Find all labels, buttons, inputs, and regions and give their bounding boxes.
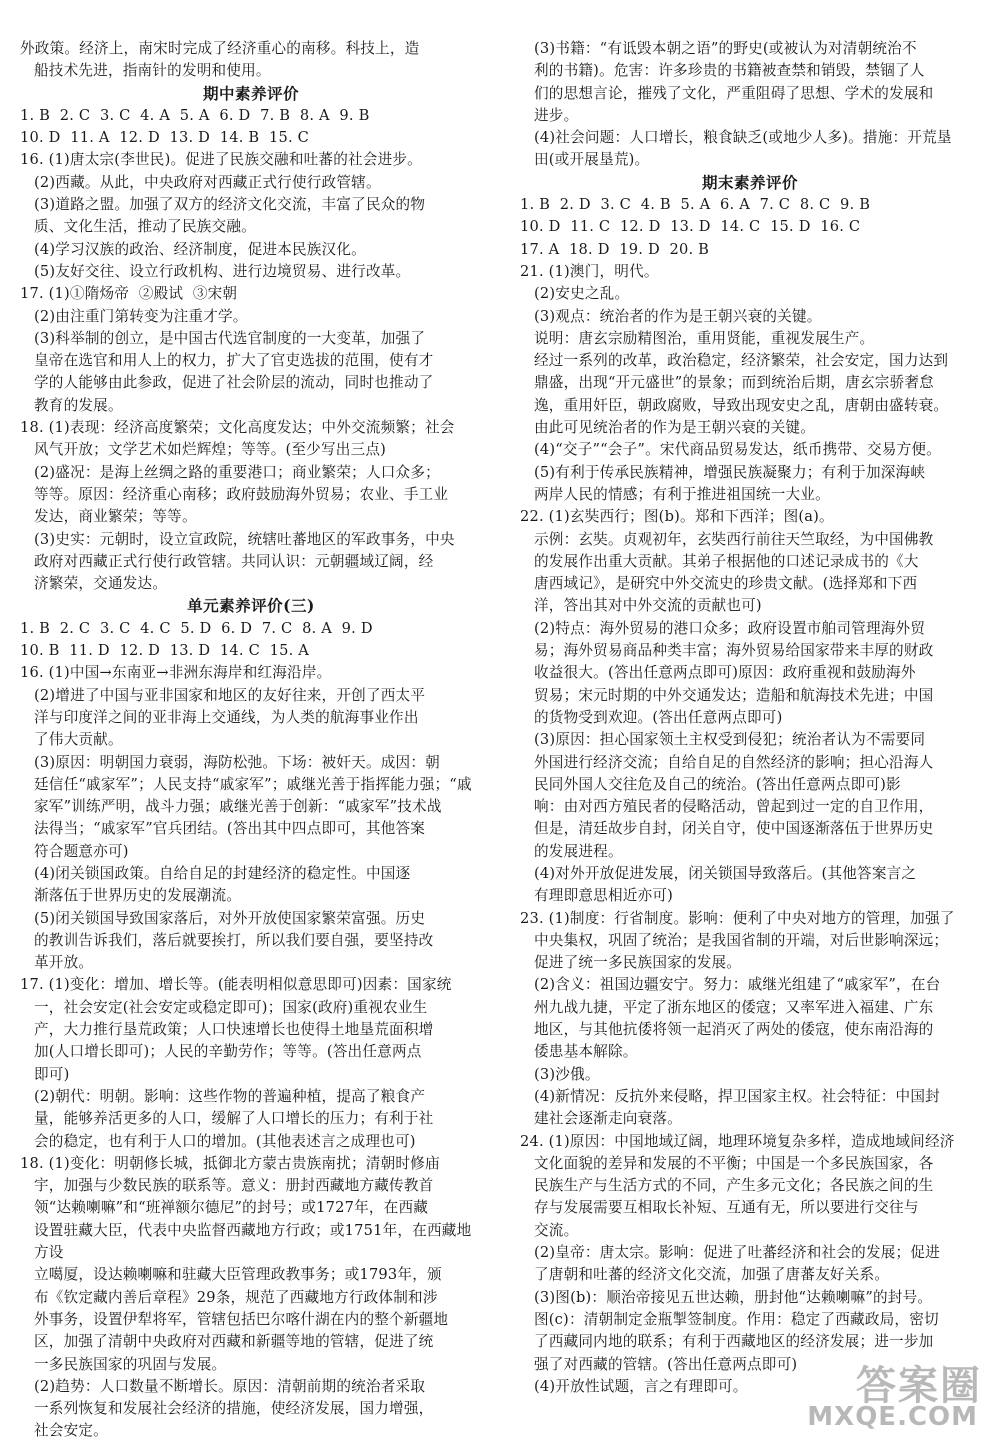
answer-line: (2)盛况：是海上丝绸之路的重要港口；商业繁荣；人口众多； bbox=[34, 463, 440, 481]
answer-line: 风气开放；文学艺术如烂辉煌；等等。(至少写出三点) bbox=[34, 441, 387, 459]
answer-line: (5)有利于传承民族精神，增强民族凝聚力；有利于加深海峡 bbox=[534, 463, 926, 481]
answer-line: (2)朝代：明朝。影响：这些作物的普遍种植，提高了粮食产 bbox=[34, 1087, 426, 1105]
answer-line: 了西藏同内地的联系；有利于西藏地区的经济发展；进一步加 bbox=[534, 1333, 934, 1351]
answer-line: 17. (1)①隋炀帝 ②殿试 ③宋朝 bbox=[20, 285, 238, 303]
answer-line: 廷信任“戚家军”；人民支持“戚家军”；戚继光善于指挥能力强；“戚 bbox=[34, 775, 472, 793]
answer-line: 中央集权，巩固了统治；是我国省制的开端，对后世影响深远； bbox=[534, 931, 949, 949]
answer-line: 宇，加强与少数民族的联系等。意义：册封西藏地方藏传教首 bbox=[34, 1177, 434, 1195]
answer-line: 教育的发展。 bbox=[34, 396, 123, 414]
answer-line: 外事务，设置伊犁将军，管辖包括巴尔喀什湖在内的整个新疆地 bbox=[34, 1310, 449, 1328]
answer-line: 1. B 2. C 3. C 4. A 5. A 6. D 7. B 8. A 9. B bbox=[20, 106, 370, 124]
answer-line: 21. (1)澳门，明代。 bbox=[520, 262, 659, 280]
answer-line: 存与发展需要互相取长补短、互通有无，所以要进行交往与 bbox=[534, 1199, 919, 1217]
answer-line: 质、文化生活，推动了民族交融。 bbox=[34, 218, 256, 236]
answer-line: 1. B 2. D 3. C 4. B 5. A 6. A 7. C 8. C 9. B bbox=[520, 196, 871, 214]
answer-line: 民族生产与生活方式的不同，产生多元文化；各民族之间的生 bbox=[534, 1177, 934, 1195]
answer-line: 利的书籍)。危害：许多珍贵的书籍被查禁和销毁，禁锢了人 bbox=[534, 62, 925, 80]
answer-line: 10. B 11. D 12. D 13. D 14. C 15. A bbox=[20, 642, 310, 660]
answer-line: (3)图(b)：顺治帝接见五世达赖，册封他“达赖喇嘛”的封号。 bbox=[534, 1288, 933, 1306]
answer-line: 10. D 11. A 12. D 13. D 14. B 15. C bbox=[20, 129, 310, 147]
answer-line: 济繁荣，交通发达。 bbox=[34, 575, 168, 593]
answer-line: 外国进行经济交流；自给自足的自然经济的影响；担心沿海人 bbox=[534, 753, 934, 771]
answer-line: 的发展进程。 bbox=[534, 842, 623, 860]
answer-line: 皇帝在选官和用人上的权力，扩大了官吏选拔的范围，使有才 bbox=[34, 352, 434, 370]
answer-line: 会的稳定，也有利于人口的增加。(其他表述言之成理也可) bbox=[34, 1132, 416, 1150]
answer-line: 强了对西藏的管辖。(答出任意两点即可) bbox=[534, 1355, 798, 1373]
answer-line: 图(c)：清朝制定金瓶掣签制度。作用：稳定了西藏政局，密切 bbox=[534, 1310, 939, 1328]
answer-line: (3)观点：统治者的作为是王朝兴衰的关键。 bbox=[534, 307, 822, 325]
answer-line: (3)沙俄。 bbox=[534, 1065, 600, 1083]
answer-line: 的发展作出重大贡献。其弟子根据他的口述记录成书的《大 bbox=[534, 552, 919, 570]
section-heading: 期末素养评价 bbox=[701, 172, 798, 192]
answer-line: (4)学习汉族的政治、经济制度，促进本民族汉化。 bbox=[34, 240, 366, 258]
answer-line: (3)书籍：“有诋毁本朝之语”的野史(或被认为对清朝统治不 bbox=[534, 40, 917, 57]
answer-line: 们的思想言论，摧残了文化，严重阻碍了思想、学术的发展和 bbox=[534, 84, 934, 102]
section-heading: 期中素养评价 bbox=[202, 83, 299, 103]
answer-line: 即可) bbox=[34, 1065, 70, 1083]
answer-line: (3)原因：明朝国力衰弱，海防松弛。下场：被奸天。成因：朝 bbox=[34, 753, 440, 771]
answer-line: 产，大力推行垦荒政策；人口快速增长也使得土地垦荒面积增 bbox=[34, 1021, 434, 1039]
answer-line: 23. (1)制度：行省制度。影响：便利了中央对地方的管理，加强了 bbox=[520, 909, 955, 927]
answer-line: 设置驻藏大臣，代表中央监督西藏地方行政；或1751年，在西藏地方设 bbox=[34, 1221, 472, 1262]
answer-line: 两岸人民的情感；有利于推进祖国统一大业。 bbox=[534, 485, 830, 503]
answer-line: 革开放。 bbox=[34, 954, 94, 972]
answer-line: 鼎盛，出现“开元盛世”的景象；而到统治后期，唐玄宗骄奢怠 bbox=[534, 374, 934, 392]
answer-line: 布《钦定藏内善后章程》29条，规范了西藏地方行政体制和涉 bbox=[34, 1288, 438, 1306]
answer-line: 地区，与其他抗倭将领一起消灭了两处的倭寇，使东南沿海的 bbox=[534, 1021, 934, 1039]
answer-line: 响：由对西方殖民者的侵略活动，曾起到过一定的自卫作用， bbox=[534, 798, 934, 816]
answer-line: 22. (1)玄奘西行；图(b)。郑和下西洋；图(a)。 bbox=[520, 508, 834, 526]
right-column bbox=[520, 38, 980, 1398]
watermark-logo: 答案圈 bbox=[856, 1363, 982, 1409]
answer-line: 有理即意思相近亦可) bbox=[534, 887, 674, 905]
answer-line: 洋与印度洋之间的亚非海上交通线，为人类的航海事业作出 bbox=[34, 708, 419, 726]
answer-line: 18. (1)表现：经济高度繁荣；文化高度发达；中外交流频繁；社会 bbox=[20, 419, 455, 437]
answer-line: 了伟大贡献。 bbox=[34, 731, 123, 749]
answer-line: 立噶厦，设达赖喇嘛和驻藏大臣管理政教事务；或1793年，颁 bbox=[34, 1266, 442, 1284]
answer-line: 洋，答出其对中外交流的贡献也可) bbox=[534, 597, 762, 615]
answer-line: (2)特点：海外贸易的港口众多；政府设置市舶司管理海外贸 bbox=[534, 619, 926, 637]
answer-line: 家军”训练严明，战斗力强；戚继光善于创新：“戚家军”技术战 bbox=[34, 798, 442, 816]
answer-line: (4)闭关锁国政策。自给自足的封建经济的稳定性。中国逐 bbox=[34, 864, 411, 882]
answer-line: 说明：唐玄宗励精图治，重用贤能，重视发展生产。 bbox=[534, 329, 875, 347]
answer-line: 的教训告诉我们，落后就要挨打，所以我们要自强，要坚持改 bbox=[34, 931, 434, 949]
answer-line: 1. B 2. C 3. C 4. C 5. D 6. D 7. C 8. A 9. D bbox=[20, 619, 373, 637]
answer-line: 一系列恢复和发展社会经济的措施，使经济发展，国力增强， bbox=[34, 1400, 434, 1418]
answer-line: 一多民族国家的巩固与发展。 bbox=[34, 1355, 227, 1373]
answer-line: 一，社会安定(社会安定或稳定即可)；国家(政府)重视农业生 bbox=[34, 998, 428, 1016]
answer-line: 收益很大。(答出任意两点即可)原因：政府重视和鼓励海外 bbox=[534, 664, 916, 682]
answer-line: (2)趋势：人口数量不断增长。原因：清朝前期的统治者采取 bbox=[34, 1377, 426, 1395]
answer-line: 区，加强了清朝中央政府对西藏和新疆等地的管辖，促进了统 bbox=[34, 1333, 434, 1351]
answer-line: 促进了统一多民族国家的发展。 bbox=[534, 954, 742, 972]
answer-line: 进步。 bbox=[534, 106, 579, 124]
answer-line: (3)科举制的创立，是中国古代选官制度的一大变革，加强了 bbox=[34, 329, 426, 347]
answer-line: 交流。 bbox=[534, 1221, 579, 1239]
answer-line: 法得当；“戚家军”官兵团结。(答出其中四点即可，其他答案 bbox=[34, 820, 426, 838]
answer-line: (2)西藏。从此，中央政府对西藏正式行使行政管辖。 bbox=[34, 173, 381, 191]
answer-line: 等等。原因：经济重心南移；政府鼓励海外贸易；农业、手工业 bbox=[34, 485, 449, 503]
answer-line: 唐西域记》，是研究中外交流史的珍贵文献。(选择郑和下西 bbox=[534, 575, 918, 593]
watermark-url: MXQE.COM bbox=[807, 1402, 978, 1432]
answer-line: 领“达赖喇嘛”和“班禅额尔德尼”的封号；或1727年，在西藏 bbox=[34, 1199, 429, 1217]
watermark bbox=[802, 1354, 992, 1434]
answer-line: 易；海外贸易商品种类丰富；海外贸易给国家带来丰厚的财政 bbox=[534, 642, 934, 660]
answer-line: (5)友好交往、设立行政机构、进行边境贸易、进行改革。 bbox=[34, 262, 411, 280]
answer-line: 文化面貌的差异和发展的不平衡；中国是一个多民族国家，各 bbox=[534, 1154, 934, 1172]
answer-line: 贸易；宋元时期的中外交通发达；造船和航海技术先进；中国 bbox=[534, 686, 934, 704]
answer-line: (4)“交子”“会子”。宋代商品贸易发达，纸币携带、交易方便。 bbox=[534, 441, 941, 459]
answer-line: 示例：玄奘。贞观初年，玄奘西行前往天竺取经，为中国佛教 bbox=[534, 530, 934, 548]
answer-line: 但是，清廷故步自封，闭关自守，使中国逐渐落伍于世界历史 bbox=[534, 820, 934, 838]
answer-line: 建社会逐渐走向衰落。 bbox=[534, 1110, 682, 1128]
answer-line: 由此可见统治者的作为是王朝兴衰的关键。 bbox=[534, 419, 816, 437]
answer-line: 政府对西藏正式行使行政管辖。共同认识：元朝疆域辽阔，经 bbox=[34, 552, 434, 570]
answer-line: 发达，商业繁荣；等等。 bbox=[34, 508, 197, 526]
answer-line: 民同外国人交往危及自己的统治。(答出任意两点即可)影 bbox=[534, 775, 901, 793]
answer-line: (3)道路之盟。加强了双方的经济文化交流，丰富了民众的物 bbox=[34, 196, 426, 214]
answer-line: 倭患基本解除。 bbox=[534, 1043, 638, 1061]
answer-line: 了唐朝和吐蕃的经济文化交流，加强了唐蕃友好关系。 bbox=[534, 1266, 890, 1284]
answer-line: (4)社会问题：人口增长，粮食缺乏(或地少人多)。措施：开荒垦 bbox=[534, 129, 952, 147]
answer-line: 17. A 18. D 19. D 20. B bbox=[520, 240, 710, 258]
left-column bbox=[20, 38, 482, 1443]
answer-line: 10. D 11. C 12. D 13. D 14. C 15. D 16. C bbox=[520, 218, 861, 236]
answer-line: 学的人能够由此参政，促进了社会阶层的流动，同时也推动了 bbox=[34, 374, 434, 392]
answer-line: 24. (1)原因：中国地域辽阔，地理环境复杂多样，造成地域间经济 bbox=[520, 1132, 955, 1150]
answer-line: (3)史实：元朝时，设立宣政院，统辖吐蕃地区的军政事务，中央 bbox=[34, 530, 455, 548]
answer-line: 量，能够养活更多的人口，缓解了人口增长的压力；有利于社 bbox=[34, 1110, 434, 1128]
answer-line: (4)对外开放促进发展，闭关锁国导致落后。(其他答案言之 bbox=[534, 864, 917, 882]
answer-line: 加(人口增长即可)；人民的辛勤劳作；等等。(答出任意两点 bbox=[34, 1043, 422, 1061]
answer-line: (2)增进了中国与亚非国家和地区的友好往来，开创了西太平 bbox=[34, 686, 426, 704]
section-heading: 单元素养评价(三) bbox=[187, 596, 315, 616]
answer-line: 田(或开展垦荒)。 bbox=[534, 151, 650, 169]
answer-line: 的货物受到欢迎。(答出任意两点即可) bbox=[534, 708, 783, 726]
answer-line: 逸，重用奸臣，朝政腐败，导致出现安史之乱，唐朝由盛转衰。 bbox=[534, 396, 949, 414]
answer-line: (2)由注重门第转变为注重才学。 bbox=[34, 307, 248, 325]
answer-line: (2)安史之乱。 bbox=[534, 285, 630, 303]
answer-line: 16. (1)中国→东南亚→非洲东海岸和红海沿岸。 bbox=[20, 664, 332, 682]
answer-line: 渐落伍于世界历史的发展潮流。 bbox=[34, 887, 242, 905]
answer-line: 外政策。经济上，南宋时完成了经济重心的南移。科技上，造 bbox=[20, 40, 420, 57]
answer-line: 州九战九捷，平定了浙东地区的倭寇；又率军进入福建、广东 bbox=[534, 998, 934, 1016]
answer-line: 17. (1)变化：增加、增长等。(能表明相似意思即可)因素：国家统 bbox=[20, 976, 452, 994]
answer-line: (4)新情况：反抗外来侵略，捍卫国家主权。社会特征：中国封 bbox=[534, 1087, 940, 1105]
answer-line: (5)闭关锁国导致国家落后，对外开放使国家繁荣富强。历史 bbox=[34, 909, 426, 927]
answer-line: (2)皇帝：唐太宗。影响：促进了吐蕃经济和社会的发展；促进 bbox=[534, 1244, 940, 1262]
answer-line: 社会安定。 bbox=[34, 1422, 108, 1440]
answer-line: 18. (1)变化：明朝修长城，抵御北方蒙古贵族南扰；清朝时修庙 bbox=[20, 1154, 440, 1172]
answer-line: 船技术先进，指南针的发明和使用。 bbox=[34, 62, 271, 80]
answer-line: 符合题意亦可) bbox=[34, 842, 129, 860]
answer-line: 16. (1)唐太宗(李世民)。促进了民族交融和吐蕃的社会进步。 bbox=[20, 151, 422, 169]
answer-line: (4)开放性试题，言之有理即可。 bbox=[534, 1377, 748, 1395]
answer-line: (3)原因：担心国家领土主权受到侵犯；统治者认为不需要同 bbox=[534, 731, 926, 749]
answer-line: 经过一系列的改革，政治稳定，经济繁荣，社会安定，国力达到 bbox=[534, 352, 949, 370]
answer-line: (2)含义：祖国边疆安宁。努力：戚继光组建了“戚家军”，在台 bbox=[534, 976, 941, 994]
